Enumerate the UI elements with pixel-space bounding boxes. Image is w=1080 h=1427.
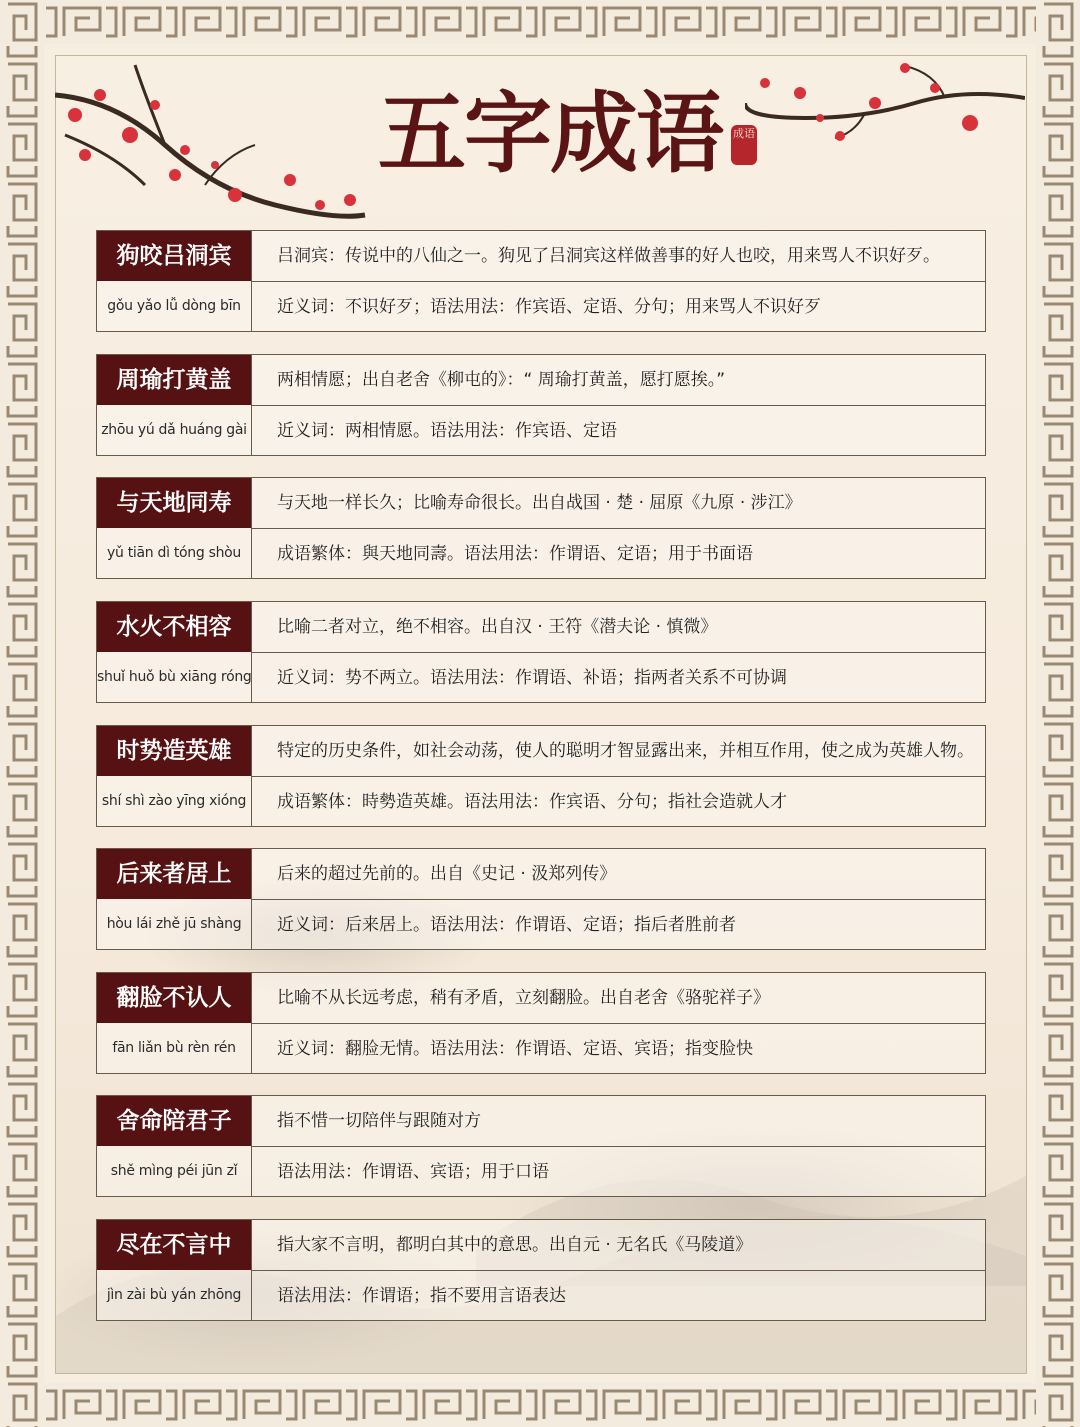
idiom-name: 舍命陪君子 xyxy=(97,1096,251,1146)
idiom-name: 水火不相容 xyxy=(97,602,251,652)
idiom-meaning: 指大家不言明，都明白其中的意思。出自元 · 无名氏《马陵道》 xyxy=(277,1235,753,1255)
idiom-usage: 近义词：后来居上。语法用法：作谓语、定语；指后者胜前者 xyxy=(277,915,736,935)
idiom-row xyxy=(96,230,986,332)
idiom-name: 时势造英雄 xyxy=(97,726,251,776)
idiom-meaning: 指不惜一切陪伴与跟随对方 xyxy=(277,1111,481,1131)
idiom-meaning: 两相情愿；出自老舍《柳屯的》：“ 周瑜打黄盖，愿打愿挨。” xyxy=(277,370,726,390)
idiom-usage: 近义词：势不两立。语法用法：作谓语、补语；指两者关系不可协调 xyxy=(277,668,787,688)
greek-key-border-right xyxy=(1036,0,1080,1427)
idiom-meaning: 比喻二者对立，绝不相容。出自汉 · 王符《潜夫论 · 慎微》 xyxy=(277,617,718,637)
idiom-row xyxy=(96,354,986,456)
idiom-usage: 近义词：两相情愿。语法用法：作宾语、定语 xyxy=(277,421,617,441)
idiom-pinyin: fān liǎn bù rèn rén xyxy=(112,1040,236,1056)
greek-key-border-bottom xyxy=(0,1383,1080,1427)
plum-blossom-branch-right xyxy=(745,58,1025,148)
idiom-meaning: 吕洞宾：传说中的八仙之一。狗见了吕洞宾这样做善事的好人也咬，用来骂人不识好歹。 xyxy=(277,246,940,266)
idiom-meaning: 与天地一样长久；比喻寿命很长。出自战国 · 楚 · 屈原《九原 · 涉江》 xyxy=(277,493,802,513)
idiom-name: 周瑜打黄盖 xyxy=(97,355,251,405)
idiom-row xyxy=(96,1219,986,1321)
idiom-pinyin: jìn zài bù yán zhōng xyxy=(106,1287,242,1303)
red-seal-stamp: 成语 xyxy=(731,125,757,165)
idiom-pinyin: shuǐ huǒ bù xiāng róng xyxy=(97,669,252,685)
idiom-name: 尽在不言中 xyxy=(97,1220,251,1270)
idiom-row xyxy=(96,477,986,579)
idiom-row xyxy=(96,725,986,827)
idiom-pinyin: hòu lái zhě jū shàng xyxy=(106,916,242,932)
page-title: 五字成语 xyxy=(377,81,722,185)
idiom-usage: 近义词：翻脸无情。语法用法：作谓语、定语、宾语；指变脸快 xyxy=(277,1039,753,1059)
greek-key-border-top xyxy=(0,0,1080,44)
idiom-usage: 语法用法：作谓语；指不要用言语表达 xyxy=(277,1286,566,1306)
idiom-name: 后来者居上 xyxy=(97,849,251,899)
idiom-name: 狗咬吕洞宾 xyxy=(97,231,251,281)
idiom-pinyin: shí shì zào yīng xióng xyxy=(101,793,247,809)
idiom-usage: 近义词：不识好歹；语法用法：作宾语、定语、分句；用来骂人不识好歹 xyxy=(277,297,821,317)
idiom-row xyxy=(96,972,986,1074)
idiom-meaning: 比喻不从长远考虑，稍有矛盾，立刻翻脸。出自老舍《骆驼祥子》 xyxy=(277,988,770,1008)
idiom-name: 翻脸不认人 xyxy=(97,973,251,1023)
idiom-pinyin: zhōu yú dǎ huáng gài xyxy=(101,422,247,438)
idiom-usage: 成语繁体：時勢造英雄。语法用法：作宾语、分句；指社会造就人才 xyxy=(277,792,787,812)
plum-blossom-branch-left xyxy=(55,55,375,225)
idiom-usage: 语法用法：作谓语、宾语；用于口语 xyxy=(277,1162,549,1182)
idiom-meaning: 后来的超过先前的。出自《史记 · 汲郑列传》 xyxy=(277,864,617,884)
idiom-pinyin: gǒu yǎo lǚ dòng bīn xyxy=(107,298,241,314)
greek-key-border-left xyxy=(0,0,44,1427)
idiom-name: 与天地同寿 xyxy=(97,478,251,528)
idiom-pinyin: yǔ tiān dì tóng shòu xyxy=(107,545,241,561)
idiom-meaning: 特定的历史条件，如社会动荡，使人的聪明才智显露出来，并相互作用，使之成为英雄人物。 xyxy=(277,741,974,761)
idiom-row xyxy=(96,848,986,950)
idiom-pinyin: shě mìng péi jūn zǐ xyxy=(110,1163,238,1179)
idiom-usage: 成语繁体：與天地同壽。语法用法：作谓语、定语；用于书面语 xyxy=(277,544,753,564)
idiom-row xyxy=(96,1095,986,1197)
idiom-row xyxy=(96,601,986,703)
